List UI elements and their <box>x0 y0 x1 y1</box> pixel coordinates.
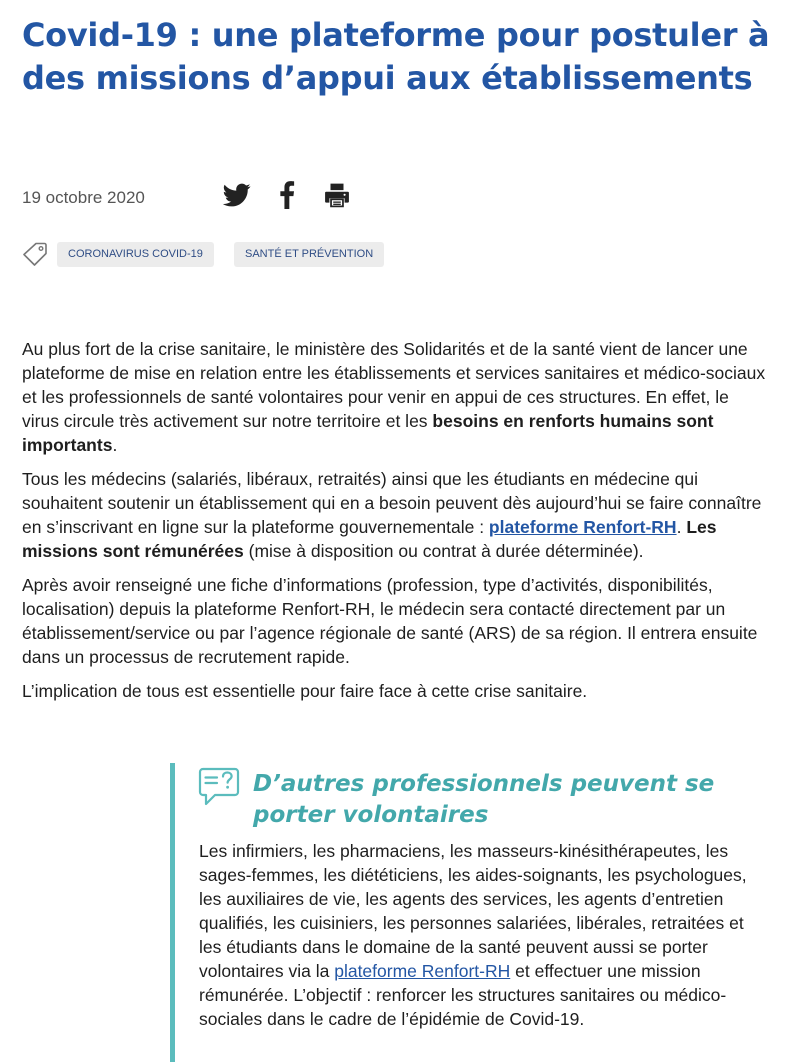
paragraph: Tous les médecins (salariés, libéraux, retraités) ainsi que les étudiants en médecine qui souhaitent soutenir un établissement qui en a besoin peuvent dès aujourd’hui se faire connaître en s’inscrivant en ligne sur la plateforme gouvernementale : plateforme Renfort-RH. Les missions sont rémunérées (mise à disposition ou contrat à durée déterminée). <box>22 469 762 561</box>
facebook-share-button[interactable] <box>270 178 304 212</box>
tag-icon <box>22 241 48 267</box>
tag-coronavirus[interactable]: CORONAVIRUS COVID-19 <box>57 242 214 267</box>
speech-bubble-question-icon <box>197 765 241 809</box>
print-icon <box>324 182 350 208</box>
renfort-rh-link[interactable]: plateforme Renfort-RH <box>334 961 511 981</box>
twitter-share-button[interactable] <box>220 178 254 212</box>
tag-sante-prevention[interactable]: SANTÉ ET PRÉVENTION <box>234 242 384 267</box>
article-meta <box>22 176 782 216</box>
article-body <box>22 337 766 713</box>
facebook-icon <box>278 181 296 209</box>
callout-box <box>170 763 775 1062</box>
tags-row <box>22 240 782 270</box>
publication-date: 19 octobre 2020 <box>22 188 145 207</box>
callout-text: Les infirmiers, les pharmaciens, les masseurs-kinésithérapeutes, les sages-femmes, les diététiciens, les aides-soignants, les psychologues, les auxiliaires de vie, les agents des services, les agents d’entretien qualifiés, les cuisiniers, les personnes salariées, libérales, retraitées et les étudiants dans le domaine de la santé peuvent aussi se porter volontaires via la plateforme Renfort-RH et effectuer une mission rémunérée. L’objectif : renforcer les structures sanitaires ou médico-sociales dans le cadre de l’épidémie de Covid-19. <box>199 841 747 1029</box>
print-button[interactable] <box>320 178 354 212</box>
paragraph: Au plus fort de la crise sanitaire, le ministère des Solidarités et de la santé vient de lancer une plateforme de mise en relation entre les établissements et services sanitaires et médico-sociaux et les professionnels de santé volontaires pour venir en appui de ces structures. En effet, le virus circule très activement sur notre territoire et les besoins en renforts humains sont importants. <box>22 339 766 455</box>
paragraph: L’implication de tous est essentielle pour faire face à cette crise sanitaire. <box>22 681 588 701</box>
twitter-icon <box>221 181 253 209</box>
renfort-rh-link[interactable]: plateforme Renfort-RH <box>488 517 677 537</box>
paragraph: Après avoir renseigné une fiche d’informations (profession, type d’activités, disponibilités, localisation) depuis la plateforme Renfort-RH, le médecin sera contacté directement par un établissement/service ou par l’agence régionale de santé (ARS) de sa région. Il entrera ensuite dans un processus de recrutement rapide. <box>22 575 758 667</box>
page-title: Covid-19 : une plateforme pour postuler à des missions d’appui aux établissements <box>22 16 770 97</box>
callout-title: D’autres professionnels peuvent se porter volontaires <box>253 771 715 828</box>
